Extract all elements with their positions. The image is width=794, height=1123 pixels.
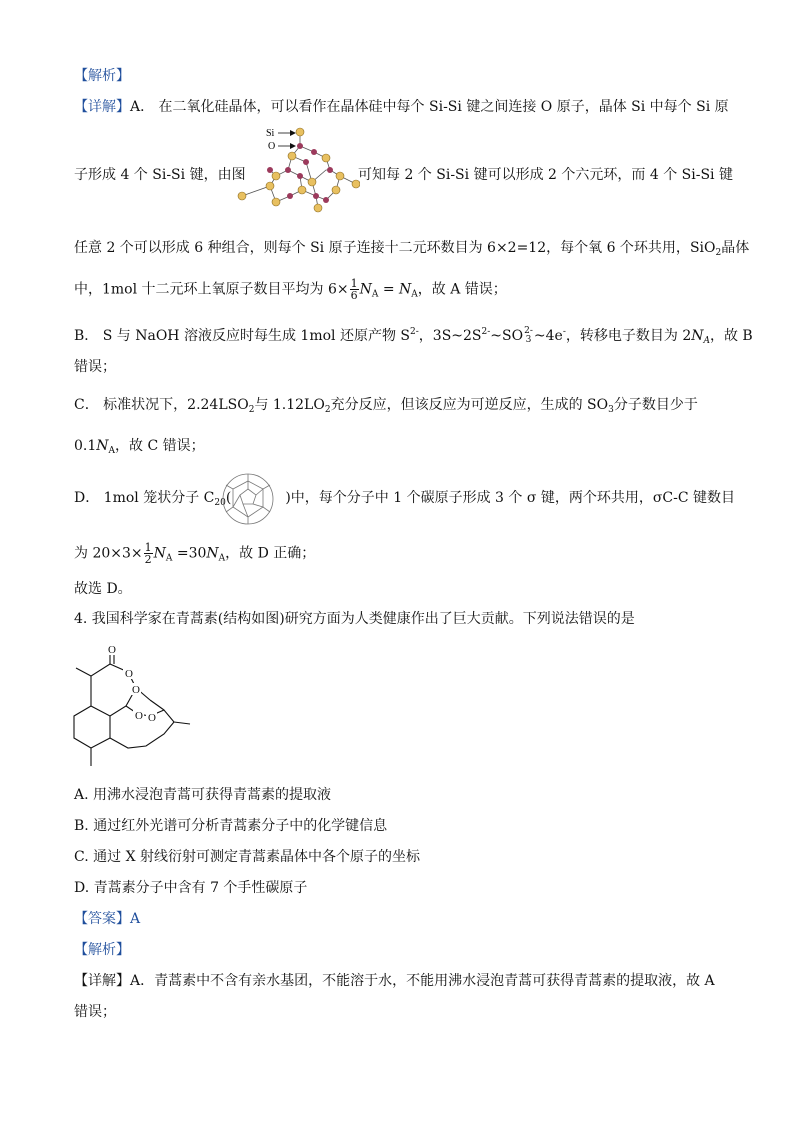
fraction-one-half: $\frac{1}{2}$ xyxy=(144,541,152,566)
detail-d-line1: D． 1mol 笼状分子 $C_{20}$( )中，每个分子中 1 个碳原子形成 3 个 σ 键，两个环共用，σC-C 键数目 xyxy=(74,490,736,508)
c20-cage-figure xyxy=(219,471,277,527)
analysis-heading-2: 【解析】 xyxy=(74,942,130,958)
question-4-stem: 4. 我国科学家在青蒿素(结构如图)研究方面为人类健康作出了巨大贡献。下列说法错误的是 xyxy=(74,611,635,627)
analysis-heading: 【解析】 xyxy=(74,68,130,84)
detail-c-line2: $0.1N_A$，故 C 错误； xyxy=(74,438,205,456)
detail-c-line1: C． 标准状况下，$2.24LSO_2$与 $1.12LO_2$充分反应，但该反应为可逆反应，生成的 $SO_3$分子数目少于 xyxy=(74,397,698,415)
detail-q4-line1: 【详解】A．青蒿素中不含有亲水基团，不能溶于水，不能用沸水浸泡青蒿可获得青蒿素的提取液，故 A xyxy=(74,973,715,989)
detail-a-line2-left: 子形成 4 个 Si-Si 键，由图 xyxy=(74,167,246,183)
fig-o-label: O xyxy=(268,141,276,152)
fig-carbonyl-o: O xyxy=(108,644,116,656)
detail-a-line4: 中，1mol 十二元环上氧原子数目平均为 6× $\frac{1}{6}$ $N_A = N_A$，故 A 错误； xyxy=(74,277,507,302)
fraction-one-sixth: $\frac{1}{6}$ xyxy=(350,277,358,302)
detail-d-line2: 为 20×3× $\frac{1}{2}$ $N_A =30N_A$，故 D 正确； xyxy=(74,541,316,566)
detail-a-line1 xyxy=(74,98,729,116)
fig-peroxide-o2: O xyxy=(148,712,156,724)
conclusion-line: 故选 D。 xyxy=(74,581,132,597)
question-4-option-d: D. 青蒿素分子中含有 7 个手性碳原子 xyxy=(74,880,308,896)
detail-a-line2-right: 可知每 2 个 Si-Si 键可以形成 2 个六元环，而 4 个 Si-Si 键 xyxy=(358,167,733,183)
si-atoms xyxy=(238,128,360,212)
detail-a-line3: 任意 2 个可以形成 6 种组合，则每个 Si 原子连接十二元环数目为 6×2=12，每个氧 6 个环共用，SiO$_2$晶体 xyxy=(74,240,750,258)
fig-ether-o: O xyxy=(132,684,140,696)
detail-q4-line2: 错误； xyxy=(74,1004,116,1020)
question-4-option-c: C. 通过 X 射线衍射可测定青蒿素晶体中各个原子的坐标 xyxy=(74,849,420,865)
detail-b-line2: 错误； xyxy=(74,359,116,375)
detail-tag: 【详解】 xyxy=(74,99,130,115)
question-4-option-b: B. 通过红外光谱可分析青蒿素分子中的化学键信息 xyxy=(74,818,388,834)
answer-line: 【答案】A xyxy=(74,911,141,927)
detail-b-line1: B． S 与 NaOH 溶液反应时每生成 1mol 还原产物 $S^{2-}$，$3S\sim 2S^{2-}\sim SO2-$ 3 ~4e-，转移电子数目为 $2N_A$，故 B xyxy=(74,326,753,346)
question-4-option-a: A. 用沸水浸泡青蒿可获得青蒿素的提取液 xyxy=(74,787,332,803)
fig-ring-o: O xyxy=(125,668,133,680)
sio2-structure-figure xyxy=(230,124,360,216)
fig-si-label: Si xyxy=(266,128,275,139)
detail-a-text1: A． 在二氧化硅晶体，可以看作在晶体硅中每个 Si-Si 键之间连接 O 原子，晶体 Si 中每个 Si 原 xyxy=(130,99,729,115)
fig-peroxide-o1: O xyxy=(135,710,143,722)
artemisinin-structure-figure xyxy=(66,636,206,776)
